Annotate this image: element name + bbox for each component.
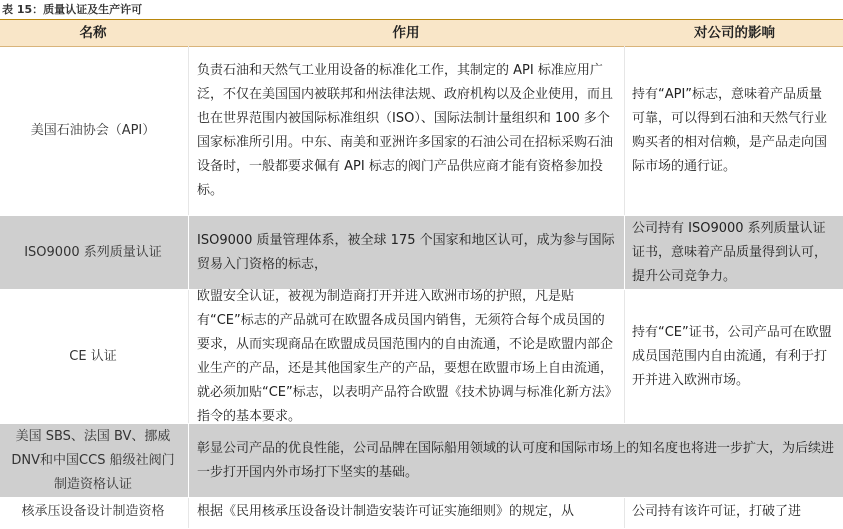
row-api-role: 负责石油和天然气工业用设备的标准化工作，其制定的 API 标准应用广泛，不仅在美国国内被联邦和州法律法规、政府机构以及企业使用，而且也在世界范围内被国际标准组织（ISO）、国际法制计量组织和 100 多个国家标准所引用。中东、南美和亚洲许多国家的石油公司在招标采购石油设备时，一般都要求佩有 API 标志的阀门产品供应商才能有资格参加投标。 [197,62,614,198]
row-iso9000-impact: 公司持有 ISO9000 系列质量认证证书，意味着产品质量得到认可，提升公司竞争力。 [632,220,828,284]
row-api-name: 美国石油协会（API） [30,122,156,138]
row-iso9000-role: ISO9000 质量管理体系，被全球 175 个国家和地区认可，成为参与国际贸易入门资格的标志， [197,232,615,272]
table-row-iso9000 [0,216,843,290]
table-row-ce [0,290,843,424]
table-row-api [0,46,843,216]
row-ce-name: CE 认证 [69,348,117,364]
header-name: 名称 [79,25,107,41]
table-row-ship-class [0,424,843,498]
row-iso9000-name: ISO9000 系列质量认证 [24,244,162,260]
row-nuclear-role: 根据《民用核承压设备设计制造安装许可证实施细则》的规定，从 [197,504,575,519]
row-ce-role: 欧盟安全认证，被视为制造商打开并进入欧洲市场的护照，凡是贴有“CE”标志的产品就可在欧盟各成员国内销售，无须符合每个成员国的要求，从而实现商品在欧盟成员国范围内的自由流通，不论是欧盟内部企业生产的产品，还是其他国家生产的产品，要想在欧盟市场上自由流通，就必须加贴“CE”标志，以表明产品符合欧盟《技术协调与标准化新方法》指令的基本要求。 [197,288,614,424]
table-header [0,20,843,47]
row-api-impact: 持有“API”标志，意味着产品质量可靠，可以得到石油和天然气行业购买者的相对信赖，是产品走向国际市场的通行证。 [632,86,828,174]
row-ce-impact: 持有“CE”证书，公司产品可在欧盟成员国范围内自由流通，有利于打开并进入欧洲市场。 [632,324,832,388]
row-ship-class-merged: 彰显公司产品的优良性能，公司品牌在国际船用领域的认可度和国际市场上的知名度也将进一步扩大，为后续进一步打开国内外市场打下坚实的基础。 [197,440,835,480]
table-row-nuclear [0,498,843,529]
row-ship-class-name: 美国 SBS、法国 BV、挪威 DNV和中国CCS 船级社阀门制造资格认证 [11,428,175,492]
header-role: 作用 [392,25,420,41]
certification-table [0,19,843,528]
header-impact: 对公司的影响 [694,25,775,41]
table-caption: 表 15：质量认证及生产许可 [2,3,143,16]
row-nuclear-impact: 公司持有该许可证，打破了进 [632,504,802,519]
row-nuclear-name: 核承压设备设计制造资格 [21,504,165,519]
